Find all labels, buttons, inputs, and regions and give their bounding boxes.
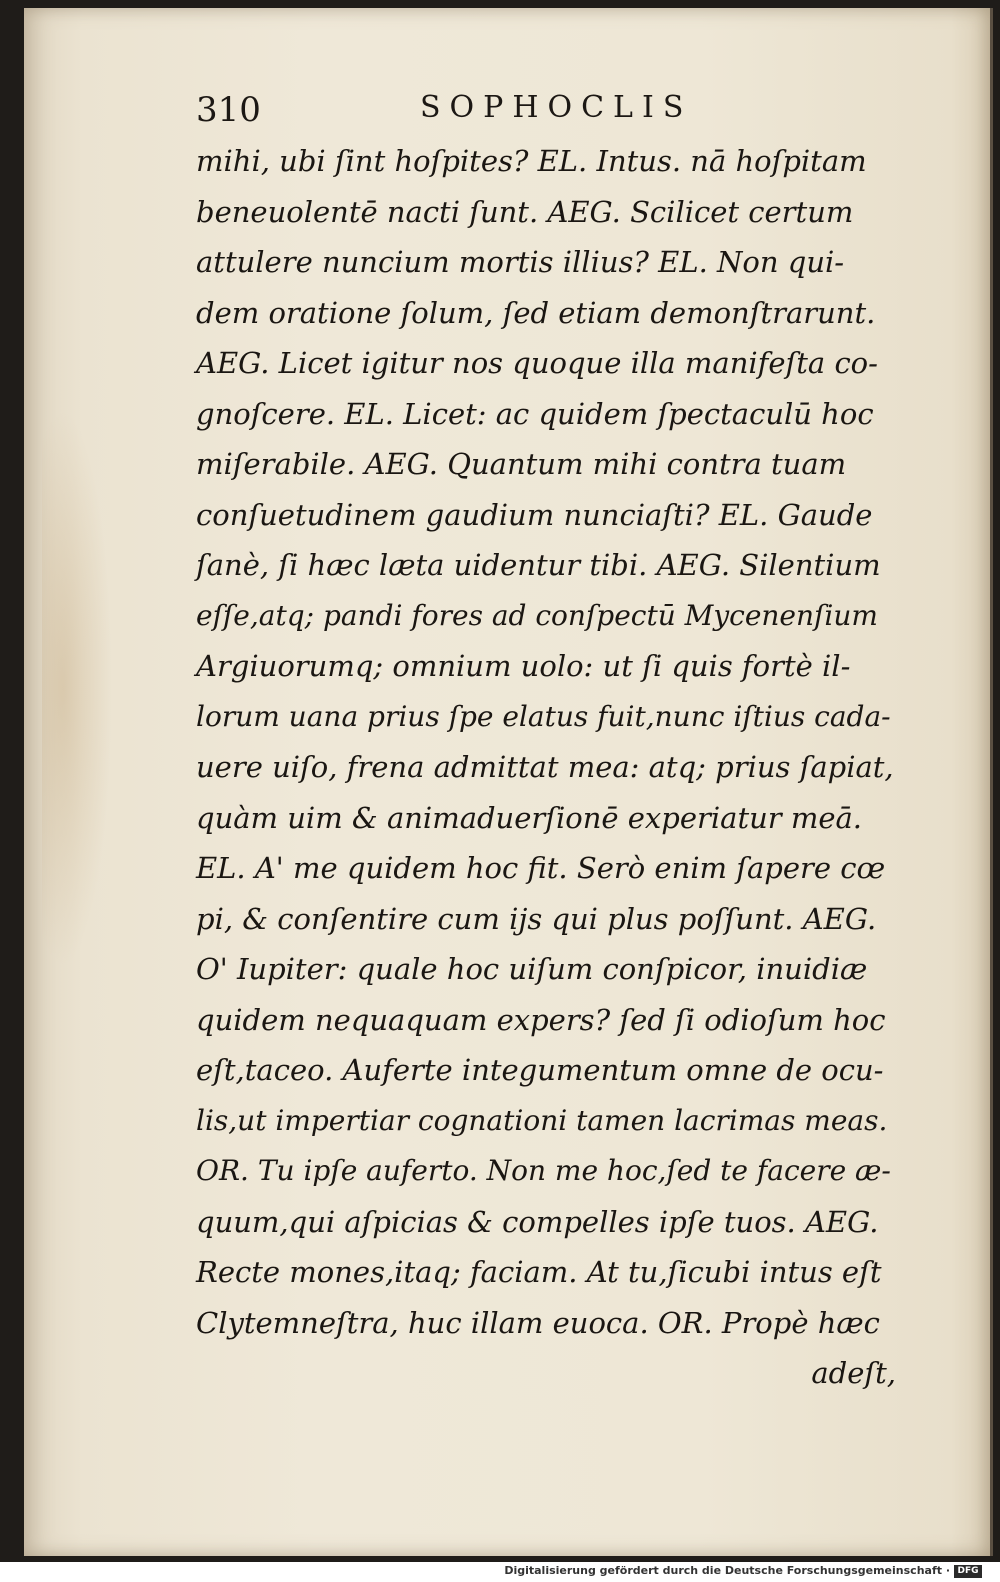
text-line: beneuolentē nacti ſunt. AEG. Scilicet certum: [196, 194, 854, 229]
text-line: O' Iupiter: quale hoc uiſum conſpicor, inuidiæ: [196, 952, 868, 986]
text-line: Clytemneſtra, huc illam euoca. OR. Propè hæc: [196, 1305, 880, 1340]
page-number: 310: [196, 90, 261, 130]
text-line: pi, & conſentire cum ijs qui plus poſſunt. AEG.: [196, 901, 877, 936]
text-line: quum,qui aſpicias & compelles ipſe tuos. AEG.: [196, 1204, 879, 1239]
text-line: miſerabile. AEG. Quantum mihi contra tuam: [196, 447, 847, 481]
text-line: quàm uim & animaduerſionē experiatur meā.: [196, 800, 863, 835]
text-line: lis,ut impertiar cognationi tamen lacrimas meas.: [196, 1103, 888, 1137]
text-line: mihi, ubi ſint hoſpites? EL. Intus. nā hoſpitam: [196, 144, 867, 178]
paper-stain: [42, 408, 112, 968]
text-line: uere uiſo, frena admittat mea: atq; prius ſapiat,: [196, 750, 894, 784]
text-line: eſſe,atq; pandi fores ad conſpectū Mycenenſium: [196, 598, 878, 632]
text-line: attulere nuncium mortis illius? EL. Non qui-: [196, 245, 845, 279]
text-line: AEG. Licet igitur nos quoque illa manifeſta co-: [196, 346, 878, 380]
funding-credit: Digitalisierung gefördert durch die Deutsche Forschungsgemeinschaft ·: [504, 1564, 950, 1577]
catchword: adeſt,: [811, 1356, 896, 1390]
text-line: eſt,taceo. Auferte integumentum omne de ocu-: [196, 1053, 884, 1087]
text-line: quidem nequaquam expers? ſed ſi odioſum hoc: [196, 1002, 886, 1037]
text-line: OR. Tu ipſe auferto. Non me hoc,ſed te facere æ-: [196, 1154, 891, 1187]
text-line: lorum uana prius ſpe elatus fuit,nunc iſtius cada-: [196, 699, 891, 733]
text-line: Recte mones,itaq; faciam. At tu,ſicubi intus eſt: [196, 1255, 882, 1289]
dfg-logo: DFG: [954, 1565, 982, 1578]
text-line: ſanè, ſi hæc læta uidentur tibi. AEG. Silentium: [196, 548, 881, 582]
text-line: EL. A' me quidem hoc fit. Serò enim ſapere cœ: [196, 851, 886, 885]
text-line: dem oratione ſolum, ſed etiam demonſtrarunt.: [196, 295, 876, 330]
page-header: [196, 84, 716, 134]
running-title: SOPHOCLIS: [420, 90, 693, 125]
text-line: conſuetudinem gaudium nunciaſti? EL. Gaude: [196, 497, 873, 532]
text-line: gnoſcere. EL. Licet: ac quidem ſpectaculū hoc: [196, 396, 874, 431]
text-line: Argiuorumq; omnium uolo: ut ſi quis fortè il-: [196, 649, 851, 683]
body-text: [196, 136, 896, 1399]
digitization-footer: [0, 1562, 1000, 1582]
